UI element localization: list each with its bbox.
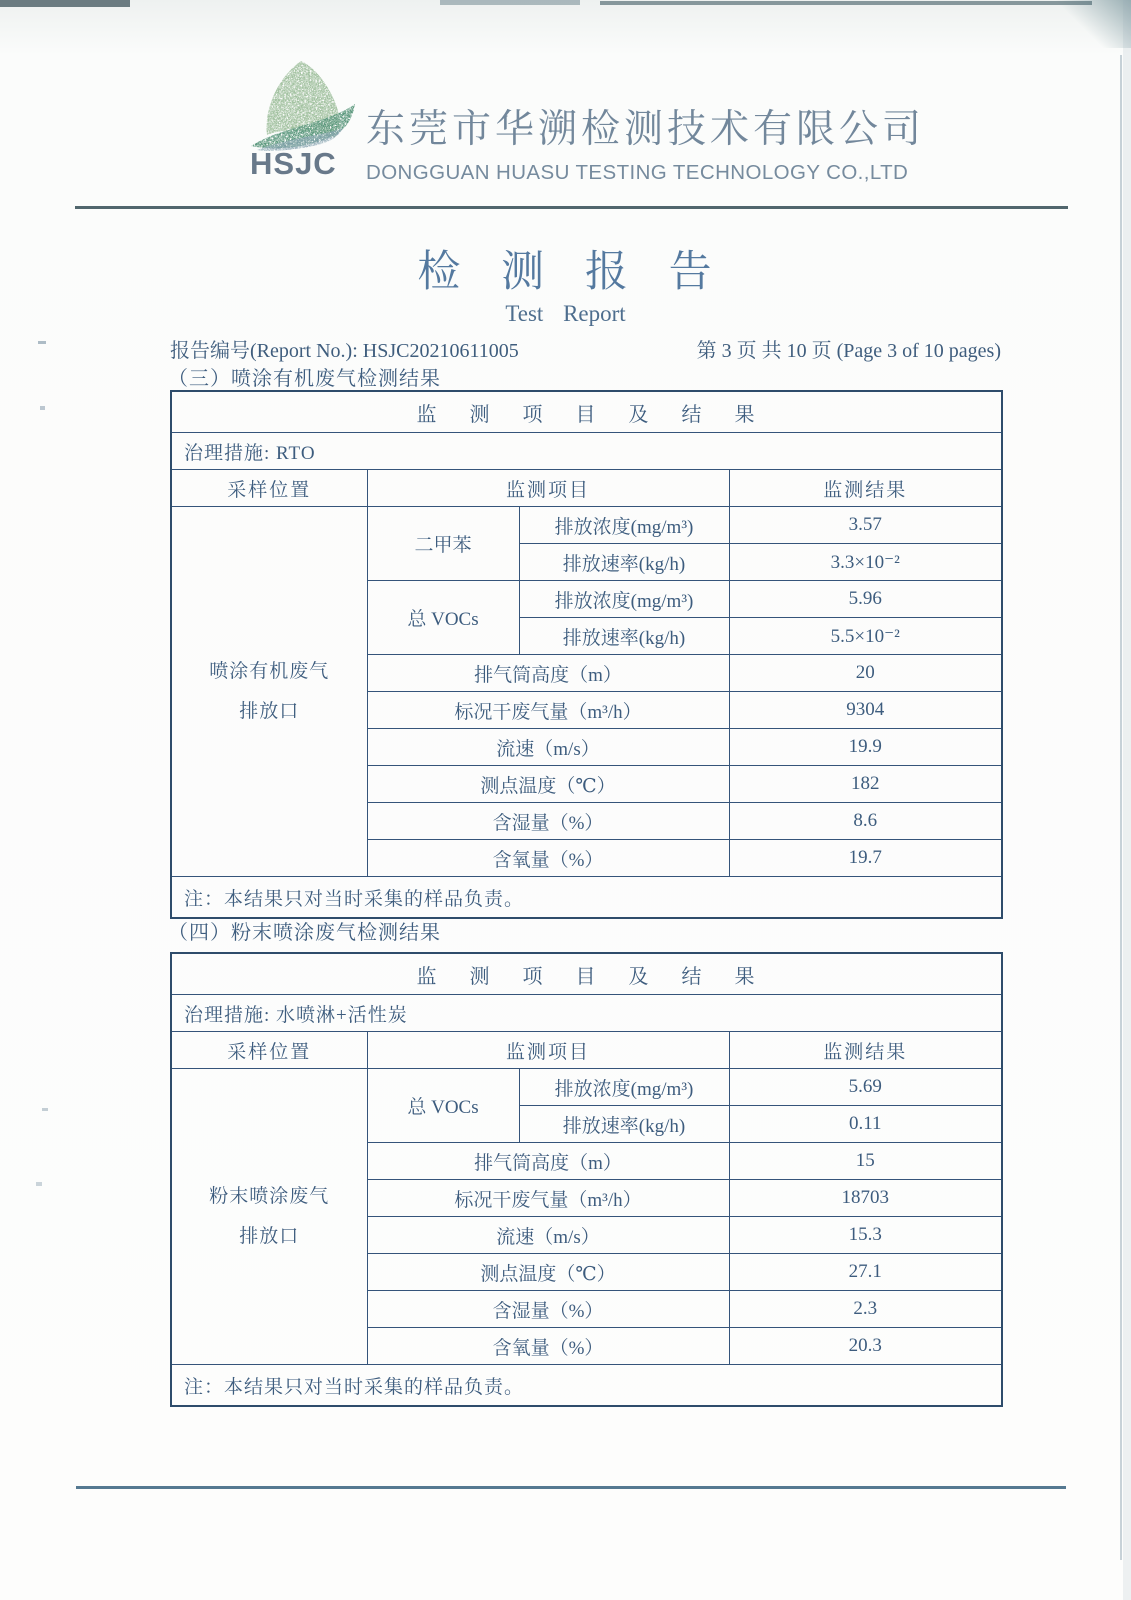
result-value: 8.6: [729, 803, 1002, 840]
item-label: 排放速率(kg/h): [519, 618, 729, 655]
item-label: 含湿量（%）: [367, 1291, 729, 1328]
item-label: 流速（m/s）: [367, 1217, 729, 1254]
col-header-item: 监测项目: [367, 470, 729, 507]
page-indicator: 第 3 页 共 10 页 (Page 3 of 10 pages): [696, 340, 1001, 362]
item-label: 标况干废气量（m³/h）: [367, 692, 729, 729]
result-value: 9304: [729, 692, 1002, 729]
report-title-en: Test Report: [505, 301, 626, 326]
item-label: 排放浓度(mg/m³): [519, 507, 729, 544]
company-name-en: DONGGUAN HUASU TESTING TECHNOLOGY CO.,LTD: [366, 161, 909, 184]
result-value: 3.57: [729, 507, 1002, 544]
result-value: 20: [729, 655, 1002, 692]
result-value: 3.3×10⁻²: [729, 544, 1002, 581]
scan-artifact-mark: [40, 406, 45, 410]
result-value: 182: [729, 766, 1002, 803]
item-label: 含湿量（%）: [367, 803, 729, 840]
scan-artifact-mark: [42, 1108, 48, 1111]
col-header-location: 采样位置: [171, 470, 367, 507]
result-value: 19.7: [729, 840, 1002, 877]
col-header-item: 监测项目: [367, 1032, 729, 1069]
result-value: 5.96: [729, 581, 1002, 618]
hsjc-logo-icon: [243, 58, 371, 158]
section-3-heading: （三）喷涂有机废气检测结果: [168, 368, 441, 390]
report-title-cn: 检 测 报 告: [417, 249, 714, 296]
col-header-location: 采样位置: [171, 1032, 367, 1069]
result-value: 0.11: [729, 1106, 1002, 1143]
scan-artifact-mark: [38, 341, 46, 344]
company-name-cn: 东莞市华溯检测技术有限公司: [366, 108, 926, 151]
scan-artifact-top: [600, 1, 1092, 5]
sampling-location-cell: [171, 1069, 367, 1365]
col-header-result: 监测结果: [729, 1032, 1002, 1069]
sampling-location-cell: [171, 507, 367, 877]
result-value: 15: [729, 1143, 1002, 1180]
result-value: 19.9: [729, 729, 1002, 766]
scan-artifact-corner: [1056, 0, 1131, 48]
footer-divider: [76, 1486, 1066, 1489]
sampling-location-line1: 粉末喷涂废气: [209, 1185, 330, 1207]
item-label: 排放浓度(mg/m³): [519, 1069, 729, 1106]
pollutant-name: 总 VOCs: [367, 1069, 519, 1143]
scan-artifact-top: [0, 0, 130, 7]
item-label: 测点温度（℃）: [367, 1254, 729, 1291]
sampling-location-line2: 排放口: [239, 1225, 300, 1247]
section-4-heading: （四）粉末喷涂废气检测结果: [168, 922, 441, 944]
result-value: 2.3: [729, 1291, 1002, 1328]
item-label: 测点温度（℃）: [367, 766, 729, 803]
result-value: 5.5×10⁻²: [729, 618, 1002, 655]
item-label: 排放速率(kg/h): [519, 1106, 729, 1143]
table-note: 注：本结果只对当时采集的样品负责。: [171, 877, 1002, 919]
scan-artifact-mark: [36, 1182, 42, 1186]
result-value: 27.1: [729, 1254, 1002, 1291]
company-name-block: [366, 98, 986, 185]
table-title: 监 测 项 目 及 结 果: [171, 953, 1002, 995]
sampling-location-line1: 喷涂有机废气: [209, 660, 330, 682]
monitoring-table-spray-organic: [170, 390, 1003, 919]
monitoring-table-powder-spray: [170, 952, 1003, 1407]
result-value: 18703: [729, 1180, 1002, 1217]
scan-artifact-top: [440, 0, 580, 5]
report-number: 报告编号(Report No.): HSJC20210611005: [170, 340, 519, 362]
report-meta-row: [170, 334, 1001, 363]
col-header-result: 监测结果: [729, 470, 1002, 507]
item-label: 流速（m/s）: [367, 729, 729, 766]
pollutant-name: 总 VOCs: [367, 581, 519, 655]
item-label: 含氧量（%）: [367, 1328, 729, 1365]
item-label: 排气筒高度（m）: [367, 1143, 729, 1180]
item-label: 含氧量（%）: [367, 840, 729, 877]
treatment-measure: 治理措施: 水喷淋+活性炭: [171, 995, 1002, 1032]
item-label: 排放浓度(mg/m³): [519, 581, 729, 618]
header-divider: [75, 206, 1068, 209]
table-note: 注：本结果只对当时采集的样品负责。: [171, 1365, 1002, 1407]
item-label: 排气筒高度（m）: [367, 655, 729, 692]
table-title: 监 测 项 目 及 结 果: [171, 391, 1002, 433]
logo-text: HSJC: [250, 146, 337, 181]
result-value: 20.3: [729, 1328, 1002, 1365]
pollutant-name: 二甲苯: [367, 507, 519, 581]
treatment-measure: 治理措施: RTO: [171, 433, 1002, 470]
sampling-location-line2: 排放口: [239, 700, 300, 722]
item-label: 标况干废气量（m³/h）: [367, 1180, 729, 1217]
result-value: 15.3: [729, 1217, 1002, 1254]
item-label: 排放速率(kg/h): [519, 544, 729, 581]
result-value: 5.69: [729, 1069, 1002, 1106]
